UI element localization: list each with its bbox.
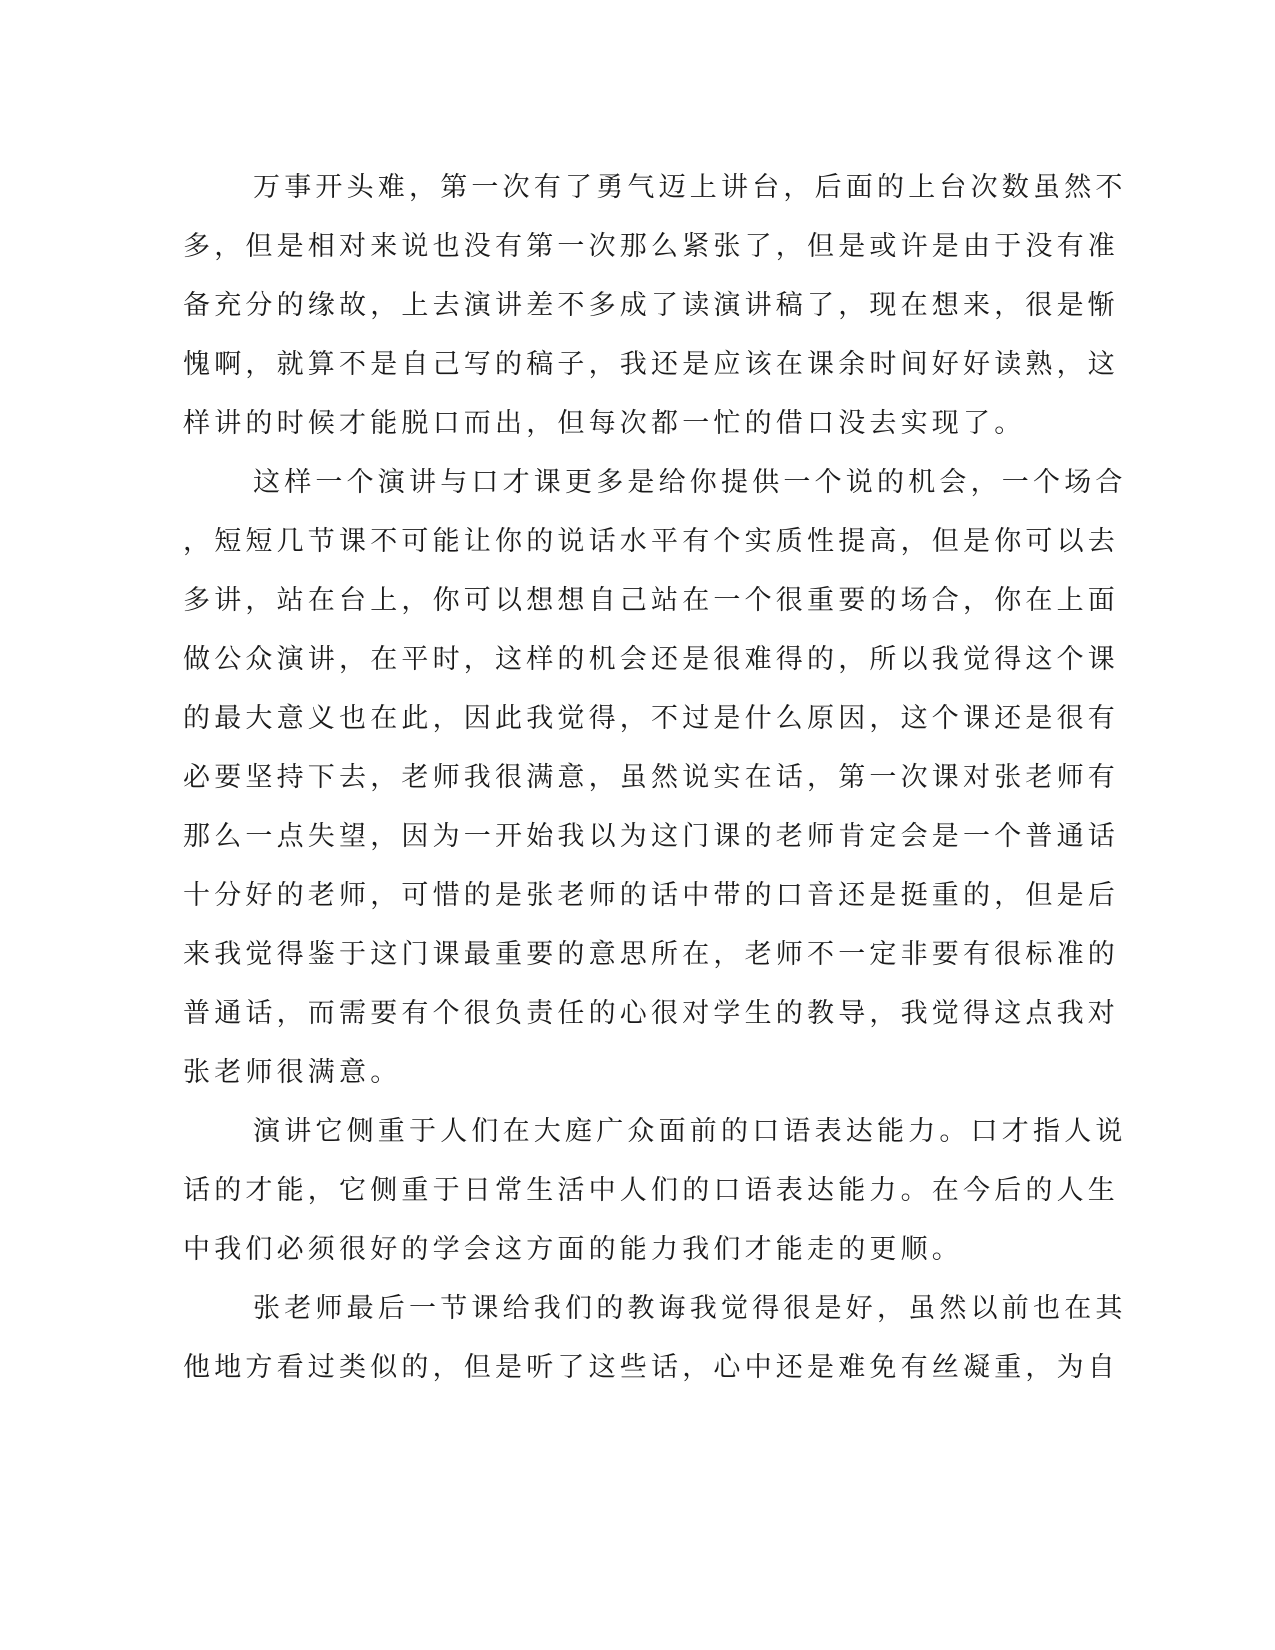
text-line: 必要坚持下去，老师我很满意，虽然说实在话，第一次课对张老师有 — [183, 762, 1119, 793]
text-line: 中我们必须很好的学会这方面的能力我们才能走的更顺。 — [183, 1234, 963, 1265]
text-line: 做公众演讲，在平时，这样的机会还是很难得的，所以我觉得这个课 — [183, 644, 1119, 675]
text-line: 万事开头难，第一次有了勇气迈上讲台，后面的上台次数虽然不 — [253, 172, 1127, 203]
text-line: ，短短几节课不可能让你的说话水平有个实质性提高，但是你可以去 — [183, 526, 1119, 557]
text-line: 这样一个演讲与口才课更多是给你提供一个说的机会，一个场合 — [253, 467, 1127, 498]
paragraph-3 — [183, 1102, 1127, 1279]
text-line: 张老师很满意。 — [183, 1057, 402, 1088]
text-line: 那么一点失望，因为一开始我以为这门课的老师肯定会是一个普通话 — [183, 821, 1119, 852]
text-line: 备充分的缘故，上去演讲差不多成了读演讲稿了，现在想来，很是惭 — [183, 290, 1119, 321]
text-line: 张老师最后一节课给我们的教诲我觉得很是好，虽然以前也在其 — [253, 1293, 1127, 1324]
text-line: 十分好的老师，可惜的是张老师的话中带的口音还是挺重的，但是后 — [183, 880, 1119, 911]
paragraph-4 — [183, 1279, 1127, 1397]
text-line: 多讲，站在台上，你可以想想自己站在一个很重要的场合，你在上面 — [183, 585, 1119, 616]
text-line: 多，但是相对来说也没有第一次那么紧张了，但是或许是由于没有准 — [183, 231, 1119, 262]
text-line: 样讲的时候才能脱口而出，但每次都一忙的借口没去实现了。 — [183, 408, 1026, 439]
text-line: 愧啊，就算不是自己写的稿子，我还是应该在课余时间好好读熟，这 — [183, 349, 1119, 380]
document-body — [183, 158, 1127, 1397]
paragraph-2 — [183, 453, 1127, 1102]
text-line: 他地方看过类似的，但是听了这些话，心中还是难免有丝凝重，为自 — [183, 1352, 1119, 1383]
paragraph-1 — [183, 158, 1127, 453]
text-line: 的最大意义也在此，因此我觉得，不过是什么原因，这个课还是很有 — [183, 703, 1119, 734]
text-line: 演讲它侧重于人们在大庭广众面前的口语表达能力。口才指人说 — [253, 1116, 1127, 1147]
text-line: 话的才能，它侧重于日常生活中人们的口语表达能力。在今后的人生 — [183, 1175, 1119, 1206]
text-line: 来我觉得鉴于这门课最重要的意思所在，老师不一定非要有很标准的 — [183, 939, 1119, 970]
text-line: 普通话，而需要有个很负责任的心很对学生的教导，我觉得这点我对 — [183, 998, 1119, 1029]
